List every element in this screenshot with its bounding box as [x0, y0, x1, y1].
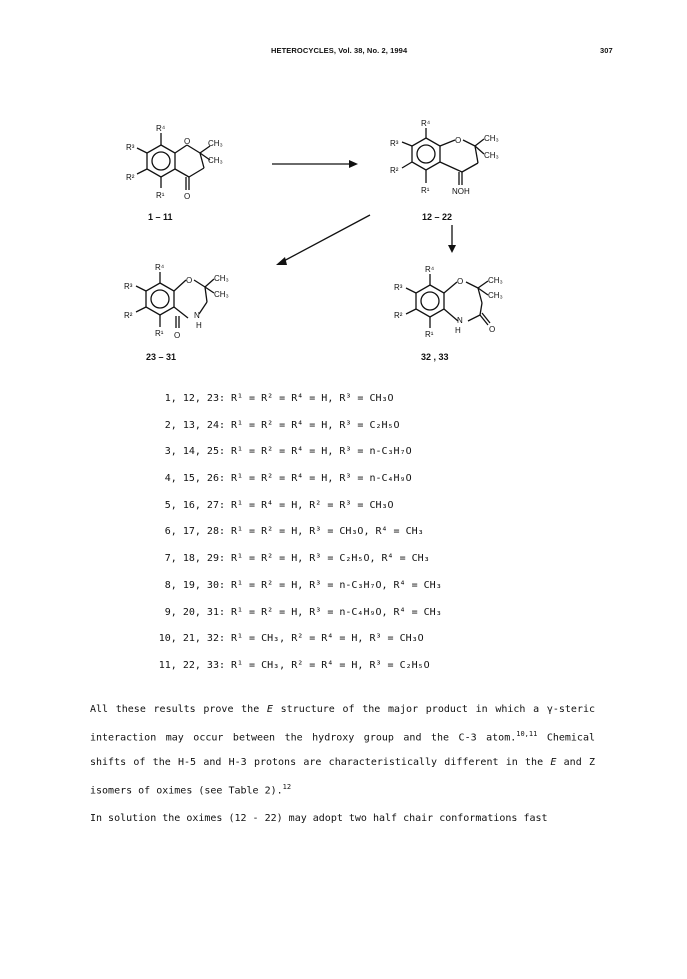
label-nitrogen: N: [194, 311, 200, 320]
label-r4: R⁴: [425, 265, 435, 274]
label-r3: R³: [390, 139, 399, 148]
label-r1: R¹: [155, 329, 164, 338]
definition-row: 11, 22, 33: R¹ = CH₃, R² = R⁴ = H, R³ = C₂H₅O: [158, 659, 430, 671]
label-r1: R¹: [425, 330, 434, 339]
definition-row: 10, 21, 32: R¹ = CH₃, R² = R⁴ = H, R³ = CH₃O: [158, 633, 424, 645]
label-methyl: CH₃: [214, 290, 229, 299]
label-oxime: NOH: [452, 187, 470, 196]
reaction-scheme: [0, 0, 687, 380]
page-number: 307: [600, 46, 613, 55]
citation: 12: [282, 783, 292, 792]
label-r4: R⁴: [156, 124, 166, 133]
structure-benzoxazepinone-b: [406, 274, 490, 328]
scheme-drawing: [0, 0, 687, 380]
label-ring-oxygen: O: [455, 136, 462, 145]
label-r2: R²: [126, 173, 135, 182]
label-carbonyl-oxygen: O: [184, 192, 191, 201]
definition-row: 3, 14, 25: R¹ = R² = R⁴ = H, R³ = n-C₃H₇O: [164, 446, 412, 458]
label-r2: R²: [124, 311, 133, 320]
label-carbonyl-oxygen: O: [174, 331, 181, 340]
compound-label: 1 – 11: [148, 212, 173, 222]
label-r3: R³: [126, 143, 135, 152]
label-nh: H: [196, 321, 202, 330]
label-r3: R³: [124, 282, 133, 291]
label-ring-oxygen: O: [457, 277, 464, 286]
label-r1: R¹: [421, 186, 430, 195]
label-nitrogen: N: [457, 316, 463, 325]
label-methyl: CH₃: [484, 151, 499, 160]
label-methyl: CH₃: [214, 274, 229, 283]
definition-row: 7, 18, 29: R¹ = R² = H, R³ = C₂H₅O, R⁴ = CH₃: [164, 553, 430, 565]
citation: 10,11: [516, 730, 538, 738]
compound-label: 32 , 33: [421, 352, 449, 362]
label-ring-oxygen: O: [186, 276, 193, 285]
structure-chromanone: [137, 133, 210, 190]
structure-benzoxazepinone-a: [136, 272, 214, 328]
label-methyl: CH₃: [488, 276, 503, 285]
label-methyl: CH₃: [208, 156, 223, 165]
label-ring-oxygen: O: [184, 137, 191, 146]
definition-row: 6, 17, 28: R¹ = R² = H, R³ = CH₃O, R⁴ = CH₃: [164, 526, 424, 538]
label-r4: R⁴: [155, 263, 165, 272]
substituent-definitions: [145, 393, 442, 687]
definition-row: 8, 19, 30: R¹ = R² = H, R³ = n-C₃H₇O, R⁴ = CH₃: [164, 579, 442, 591]
definition-row: 1, 12, 23: R¹ = R² = R⁴ = H, R³ = CH₃O: [164, 393, 394, 404]
label-methyl: CH₃: [488, 291, 503, 300]
label-methyl: CH₃: [484, 134, 499, 143]
journal-title: HETEROCYCLES, Vol. 38, No. 2, 1994: [271, 46, 408, 55]
structure-oxime: [402, 128, 484, 185]
label-nh: H: [455, 326, 461, 335]
label-methyl: CH₃: [208, 139, 223, 148]
label-r2: R²: [390, 166, 399, 175]
compound-label: 23 – 31: [146, 352, 177, 362]
label-r3: R³: [394, 283, 403, 292]
label-r4: R⁴: [421, 119, 431, 128]
label-r2: R²: [394, 311, 403, 320]
body-paragraph: All these results prove the E structure of the major product in which a γ-steric interaction may occur between the hydroxy group and the C-3 atom.$^{10,11}$ Chemical shifts of the H-5 and H-3 protons are characteristically different in the E and Z isomers of oximes (see Table 2).$^{12}$: [90, 704, 596, 797]
definition-row: 4, 15, 26: R¹ = R² = R⁴ = H, R³ = n-C₄H₉O: [164, 473, 412, 485]
reaction-arrow-diagonal: [280, 215, 370, 263]
label-carbonyl-oxygen: O: [489, 325, 496, 334]
definition-row: 9, 20, 31: R¹ = R² = H, R³ = n-C₄H₉O, R⁴ = CH₃: [164, 606, 442, 618]
body-paragraph: In solution the oximes (12 - 22) may adopt two half chair conformations fast: [90, 813, 548, 824]
label-r1: R¹: [156, 191, 165, 200]
definition-row: 2, 13, 24: R¹ = R² = R⁴ = H, R³ = C₂H₅O: [164, 419, 400, 431]
definition-row: 5, 16, 27: R¹ = R⁴ = H, R² = R³ = CH₃O: [164, 499, 394, 511]
compound-label: 12 – 22: [422, 212, 453, 222]
